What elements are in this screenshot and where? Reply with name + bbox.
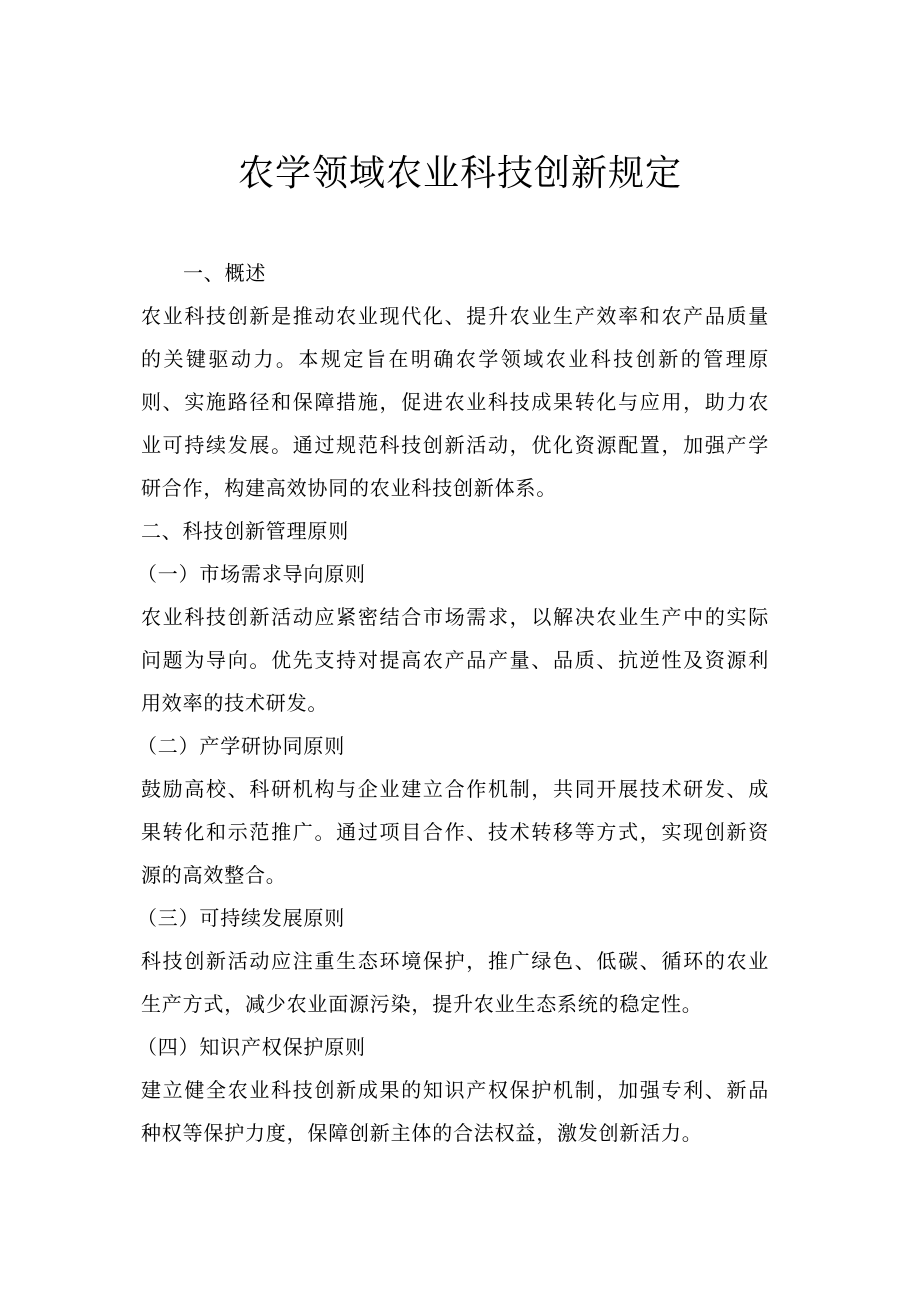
paragraph-line: 鼓励高校、科研机构与企业建立合作机制，共同开展技术研发、成 <box>141 777 769 801</box>
document-title: 农学领域农业科技创新规定 <box>237 153 682 194</box>
paragraph-line: 农业科技创新活动应紧密结合市场需求，以解决农业生产中的实际 <box>141 605 769 629</box>
section-heading-overview: 一、概述 <box>183 261 267 285</box>
subsection-heading-collaboration: （二）产学研协同原则 <box>137 734 345 758</box>
paragraph-line: 生产方式，减少农业面源污染，提升农业生态系统的稳定性。 <box>141 992 703 1016</box>
paragraph-line: 问题为导向。优先支持对提高农产品产量、品质、抗逆性及资源利 <box>141 648 769 672</box>
paragraph-line: 研合作，构建高效协同的农业科技创新体系。 <box>141 476 557 500</box>
paragraph-line: 则、实施路径和保障措施，促进农业科技成果转化与应用，助力农 <box>141 390 769 414</box>
paragraph-line: 源的高效整合。 <box>141 863 287 887</box>
paragraph-line: 建立健全农业科技创新成果的知识产权保护机制，加强专利、新品 <box>141 1078 769 1102</box>
paragraph-line: 的关键驱动力。本规定旨在明确农学领域农业科技创新的管理原 <box>141 347 769 371</box>
paragraph-line: 果转化和示范推广。通过项目合作、技术转移等方式，实现创新资 <box>141 820 769 844</box>
document-body <box>137 252 769 1155</box>
paragraph-line: 科技创新活动应注重生态环境保护，推广绿色、低碳、循环的农业 <box>141 949 769 973</box>
paragraph-line: 农业科技创新是推动农业现代化、提升农业生产效率和农产品质量 <box>141 304 769 328</box>
section-heading-principles: 二、科技创新管理原则 <box>141 519 349 543</box>
paragraph-line: 业可持续发展。通过规范科技创新活动，优化资源配置，加强产学 <box>141 433 769 457</box>
subsection-heading-market: （一）市场需求导向原则 <box>137 562 366 586</box>
paragraph-line: 用效率的技术研发。 <box>141 691 329 715</box>
subsection-heading-sustainability: （三）可持续发展原则 <box>137 906 345 930</box>
paragraph-line: 种权等保护力度，保障创新主体的合法权益，激发创新活力。 <box>141 1121 703 1145</box>
subsection-heading-ip-protection: （四）知识产权保护原则 <box>137 1035 366 1059</box>
